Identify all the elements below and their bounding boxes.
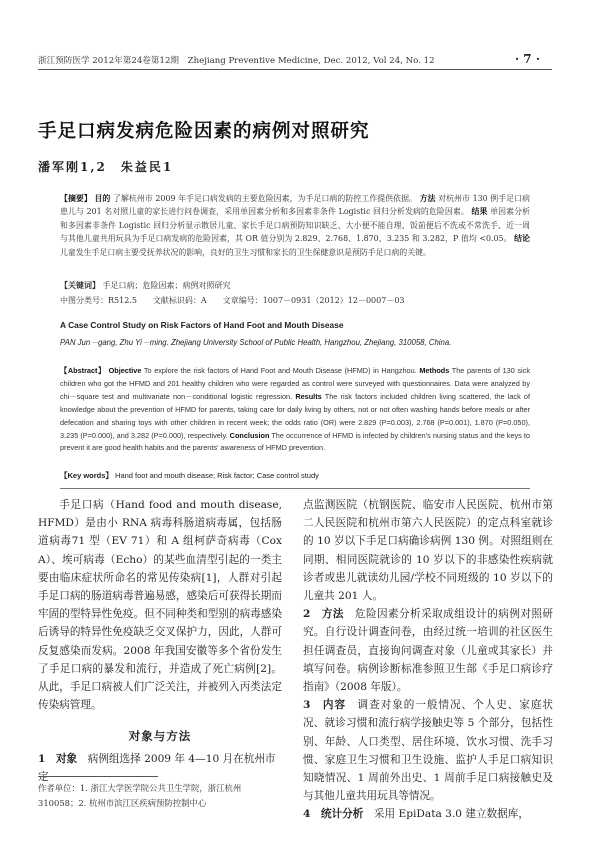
- section-heading: 对象与方法: [128, 729, 192, 743]
- classification-line: 中图分类号：R512.5 文献标识码：A 文章编号：1007－0931（2012）12－0007－03: [60, 296, 405, 305]
- footnote-rule: [38, 776, 158, 777]
- left-column: [38, 496, 282, 714]
- en-conclusion-label: Conclusion: [229, 430, 270, 440]
- statistics-paragraph: [303, 805, 553, 823]
- results-label: 结果: [471, 207, 488, 217]
- keywords-cn: [60, 280, 231, 291]
- en-conclusion-text: The occurrence of HFMD is infected by children's nursing status and the keys to prevent it are good health habits and the parents' awareness of HFMD prevention.: [60, 430, 530, 453]
- content-body: 调查对象的一般情况、个人史、家庭状况、就诊习惯和流行病学接触史等 5 个部分，包括性别、年龄、人口类型、居住环境、饮水习惯、洗手习惯、家庭卫生习惯和卫生设施、监护人手足口病知识知晓情况、1 周前外出史、1 周前手足口病接触史及与其他儿童共用玩具等情况。: [303, 699, 554, 803]
- objective-text: 了解杭州市 2009 年手足口病发病的主要危险因素，为手足口病的防控工作提供依据。: [113, 194, 418, 203]
- statistics-body: 采用 EpiData 3.0 建立数据库，: [363, 808, 529, 821]
- en-results-text: The risk factors included children living scattered, the lack of knowledge about the prevention of HFMD for parents, taking care for daily living by others, not or not often washing hands before meals or after defecation and sharing toys with other children in recent week; the odds ratio (OR) were 2.829 (P=0.003), 2.768 (P=0.001), 1.870 (P=0.050), 3.235 (P=0.000), and 3.282 (P=0.000), respectively.: [60, 391, 530, 440]
- english-keywords: [60, 470, 319, 481]
- subjects-label: 1 对象: [38, 753, 78, 765]
- statistics-heading: 4 统计分析: [303, 808, 364, 821]
- subjects-continued: 点监测医院（杭钢医院、临安市人民医院、杭州市第二人民医院和杭州市第六人民医院）的定点科室就诊的 10 岁以下手足口病确诊病例 130 例。对照组则在同期、相同医院就诊的 10 岁以下的非感染性疾病就诊者或患儿就读幼儿园/学校不同班级的 10 岁以下的儿童共 201 人。: [303, 499, 553, 603]
- en-results-label: Results: [295, 391, 322, 401]
- methods-body: 危险因素分析采取成组设计的病例对照研究。自行设计调查问卷，由经过统一培训的社区医生担任调查员，直接询问调查对象（儿童或其家长）并填写问卷。病例诊断标准参照卫生部《手足口病诊疗指南》（2008 年版）。: [303, 608, 554, 694]
- conclusion-text: 儿童发生手足口病主要受抚养状况的影响，良好的卫生习惯和家长的卫生保健意识是预防手足口病的关键。: [60, 247, 431, 257]
- en-keywords-label: 【Key words】: [60, 471, 113, 480]
- content-heading: 3 内容: [303, 699, 346, 712]
- intro-paragraph: 手足口病（Hand food and mouth disease, HFMD）是由小 RNA 病毒科肠道病毒属，包括肠道病毒71 型（EV 71）和 A 组柯萨奇病毒（Cox A）、埃可病毒（Echo）的某些血清型引起的一类主要由临床症状所命名的常见传染病[1]，人群对引起手足口病的肠道病毒普遍易感，感染后可获得长期而牢固的型特异性免疫。但不同种类和型别的病毒感染后诱导的特异性免疫缺乏交叉保护力，因此，人群可反复感染而发病。2008 年我国安徽等多个省份发生了手足口病的暴发和流行，并造成了死亡病例[2]。从此，手足口病被人们广泛关注，并被列入丙类法定传染病管理。: [38, 499, 282, 712]
- english-abstract: [60, 365, 530, 455]
- right-column: [303, 496, 553, 824]
- content-paragraph: [303, 696, 553, 805]
- page-number: · 7 ·: [514, 52, 540, 66]
- abstract-separator: [60, 488, 530, 489]
- author-affiliation-footnote: 作者单位：1. 浙江大学医学院公共卫生学院，浙江杭州 310058；2. 杭州市滨江区疾病预防控制中心: [38, 783, 242, 808]
- en-keywords-text: Hand foot and mouth disease; Risk factor; Case control study: [115, 471, 319, 480]
- subjects-text: 病例组选择 2009 年 4—10 月在杭州市定: [38, 753, 276, 784]
- methods-heading: 2 方法: [303, 608, 344, 621]
- methods-label: 方法: [419, 194, 436, 203]
- header-rule: [38, 69, 552, 70]
- keywords-label: 【关键词】: [60, 280, 100, 290]
- methods-text: 对杭州市 130 例手足口病患儿与 201 名对照儿童的家长进行问卷调查，采用单因素分析和多因素非条件 Logistic 回归分析发病的危险因素。: [60, 194, 530, 217]
- en-methods-text: The parents of 130 sick children who got the HFMD and 201 healthy children who were regarded as control were surveyed with questionnaires. Data were analyzed by chi－square test and multivariate non－conditional logistic regression.: [60, 366, 530, 401]
- conclusion-label: 结论: [514, 234, 530, 244]
- en-abstract-label: 【Abstract】: [60, 366, 106, 375]
- authors: 潘军刚1,2 朱益民1: [38, 160, 174, 174]
- en-objective-label: Objective: [108, 366, 142, 375]
- article-title: 手足口病发病危险因素的病例对照研究: [38, 121, 370, 142]
- en-objective-text: To explore the risk factors of Hand Foot and Mouth Disease (HFMD) in Hangzhou.: [143, 366, 417, 375]
- keywords-text: 手足口病；危险因素；病例对照研究: [102, 281, 231, 290]
- english-authors: PAN Jun－gang, Zhu Yi－ming. Zhejiang University School of Public Health, Hangzhou, Zhejiang, 310058, China.: [60, 338, 452, 347]
- results-text: 单因素分析和多因素非条件 Logistic 回归分析显示散居儿童、家长手足口病预防知识缺乏、大小便不能自理、饭前便后不洗或不常洗手、近一周与其他儿童共用玩具为手足口病发病的危险因素，其 OR 值分别为 2.829、2.768、1.870、3.235 和 3.282，P 值均 <0.05。: [60, 207, 531, 244]
- journal-header: 浙江预防医学 2012年第24卷第12期 Zhejiang Preventive Medicine, Dec. 2012, Vol 24, No. 12: [38, 56, 435, 66]
- objective-label: 目的: [94, 194, 111, 203]
- abstract-label: 【摘要】: [60, 194, 92, 203]
- english-title: A Case Control Study on Risk Factors of Hand Foot and Mouth Disease: [60, 320, 344, 330]
- methods-paragraph: [303, 605, 553, 696]
- chinese-abstract: [60, 192, 530, 259]
- en-methods-label: Methods: [419, 366, 450, 375]
